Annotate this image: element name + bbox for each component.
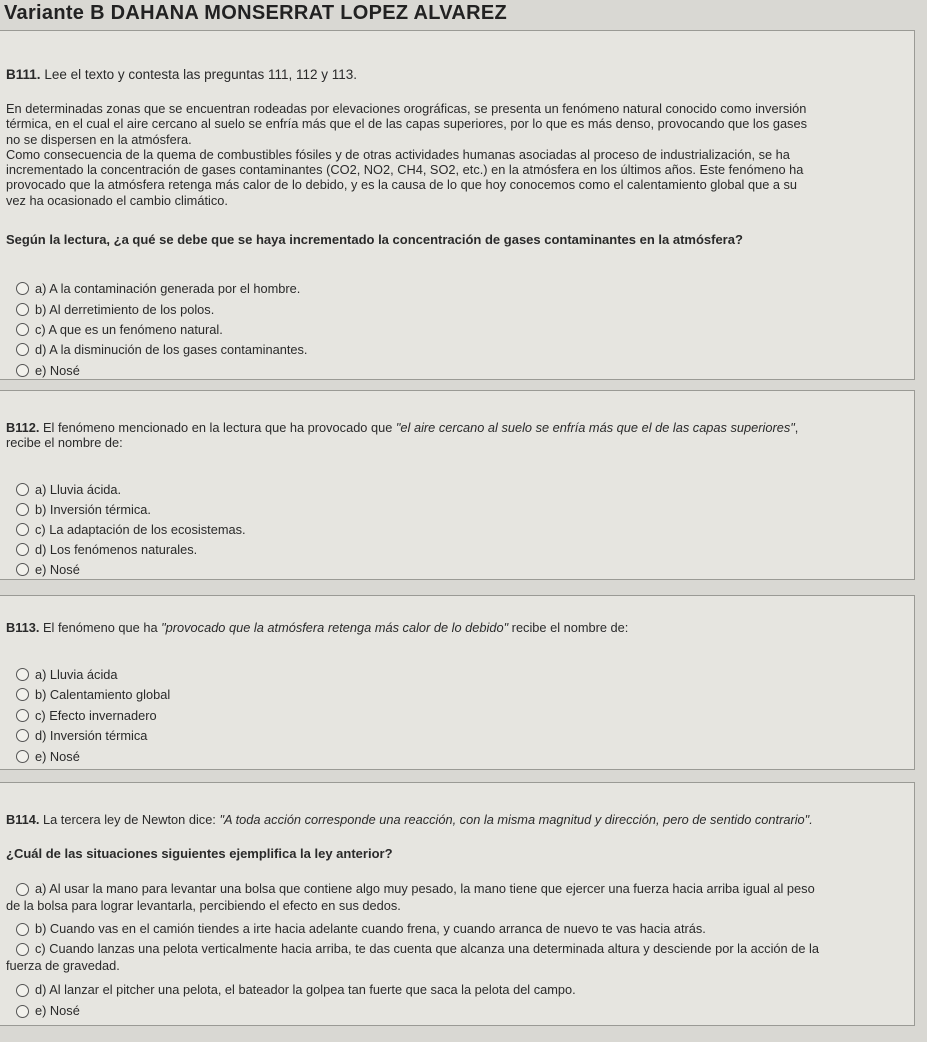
- option-label: e) Nosé: [35, 1003, 80, 1018]
- option-label: c) Cuando lanzas una pelota verticalmente hacia arriba, te das cuenta que alcanza una determinada altura y desciende por la acción de la: [35, 941, 819, 956]
- option-label: d) Al lanzar el pitcher una pelota, el bateador la golpea tan fuerte que saca la pelota del campo.: [35, 982, 576, 997]
- reading-line: vez ha ocasionado el cambio climático.: [6, 192, 228, 208]
- question-number: B114.: [6, 812, 40, 827]
- option-a[interactable]: [16, 482, 121, 497]
- reading-line: provocado que la atmósfera retenga más calor de lo debido, y es la causa de lo que hoy conocemos como el calentamiento global que a su: [6, 177, 798, 193]
- question-block-b112: [0, 390, 915, 580]
- radio-button[interactable]: [16, 729, 29, 742]
- reading-line: Como consecuencia de la quema de combustibles fósiles y de otras actividades humanas asociadas al proceso de industrialización, se ha: [6, 146, 790, 162]
- option-label: b) Inversión térmica.: [35, 502, 151, 517]
- option-b[interactable]: [16, 687, 170, 702]
- radio-button[interactable]: [16, 943, 29, 956]
- option-e[interactable]: [16, 562, 80, 577]
- option-e[interactable]: [16, 363, 80, 378]
- radio-button[interactable]: [16, 503, 29, 516]
- radio-button[interactable]: [16, 750, 29, 763]
- radio-button[interactable]: [16, 668, 29, 681]
- question-text-part: El fenómeno mencionado en la lectura que ha provocado que: [43, 420, 396, 435]
- option-label: a) Lluvia ácida: [35, 667, 118, 682]
- option-label-continued: de la bolsa para lograr levantarla, percibiendo el efecto en sus dedos.: [6, 897, 401, 913]
- radio-button[interactable]: [16, 923, 29, 936]
- question-text-part: recibe el nombre de:: [508, 620, 629, 635]
- question-text-part: La tercera ley de Newton dice:: [43, 812, 220, 827]
- reading-line: En determinadas zonas que se encuentran rodeadas por elevaciones orográficas, se presenta un fenómeno natural conocido como inversión: [6, 101, 807, 116]
- question-prompt: ¿Cuál de las situaciones siguientes ejemplifica la ley anterior?: [6, 846, 393, 861]
- radio-button[interactable]: [16, 364, 29, 377]
- question-text: [6, 812, 886, 827]
- option-e[interactable]: [16, 1003, 916, 1020]
- option-label: d) Inversión térmica: [35, 728, 148, 743]
- question-text-line: recibe el nombre de:: [6, 435, 123, 451]
- option-d[interactable]: [16, 342, 307, 357]
- option-a[interactable]: [16, 667, 118, 682]
- question-block-b114: [0, 782, 915, 1026]
- radio-button[interactable]: [16, 563, 29, 576]
- option-e[interactable]: [16, 749, 80, 764]
- question-text-part: El fenómeno que ha: [43, 620, 162, 635]
- option-d[interactable]: [16, 542, 197, 557]
- option-b[interactable]: [16, 502, 151, 517]
- option-label: b) Cuando vas en el camión tiendes a irte hacia adelante cuando frena, y cuando arranca de nuevo te vas hacia atrás.: [35, 921, 706, 936]
- radio-button[interactable]: [16, 303, 29, 316]
- option-label: a) Lluvia ácida.: [35, 482, 122, 497]
- radio-button[interactable]: [16, 343, 29, 356]
- radio-button[interactable]: [16, 709, 29, 722]
- reading-text: [6, 101, 886, 208]
- question-instruction: [6, 67, 357, 82]
- question-text-part: ,: [794, 420, 799, 435]
- option-label: e) Nosé: [35, 562, 80, 577]
- quote-text: "el aire cercano al suelo se enfría más que el de las capas superiores": [395, 420, 795, 435]
- reading-line: térmica, en el cual el aire cercano al suelo se enfría más que el de las capas superiores, por lo que es más denso, provocando que los gases: [6, 116, 807, 132]
- option-b[interactable]: [16, 921, 916, 938]
- option-d[interactable]: [16, 728, 147, 743]
- option-label: d) A la disminución de los gases contaminantes.: [35, 342, 308, 357]
- radio-button[interactable]: [16, 883, 29, 896]
- question-text: [6, 620, 886, 635]
- option-label: c) A que es un fenómeno natural.: [35, 322, 223, 337]
- option-label: b) Calentamiento global: [35, 687, 171, 702]
- option-label: a) A la contaminación generada por el hombre.: [35, 281, 301, 296]
- question-block-b111: [0, 30, 915, 380]
- option-label-continued: fuerza de gravedad.: [6, 957, 120, 973]
- question-number: B111.: [6, 67, 41, 82]
- option-c[interactable]: [6, 941, 916, 974]
- radio-button[interactable]: [16, 688, 29, 701]
- option-label: c) La adaptación de los ecosistemas.: [35, 522, 246, 537]
- radio-button[interactable]: [16, 984, 29, 997]
- option-label: e) Nosé: [35, 363, 80, 378]
- radio-button[interactable]: [16, 323, 29, 336]
- quote-text: "provocado que la atmósfera retenga más calor de lo debido": [161, 620, 509, 635]
- radio-button[interactable]: [16, 543, 29, 556]
- option-label: a) Al usar la mano para levantar una bolsa que contiene algo muy pesado, la mano tiene que ejercer una fuerza hacia arriba igual al peso: [35, 881, 815, 896]
- option-label: b) Al derretimiento de los polos.: [35, 302, 215, 317]
- option-c[interactable]: [16, 322, 223, 337]
- instruction-text: Lee el texto y contesta las preguntas 111, 112 y 113.: [44, 67, 358, 82]
- quote-text: "A toda acción corresponde una reacción, con la misma magnitud y dirección, pero de sentido contrario".: [219, 812, 813, 827]
- option-a[interactable]: [6, 881, 916, 914]
- reading-line: no se dispersen en la atmósfera.: [6, 131, 192, 147]
- option-c[interactable]: [16, 522, 246, 537]
- radio-button[interactable]: [16, 282, 29, 295]
- radio-button[interactable]: [16, 523, 29, 536]
- option-c[interactable]: [16, 708, 157, 723]
- option-d[interactable]: [16, 982, 916, 999]
- question-block-b113: [0, 595, 915, 770]
- radio-button[interactable]: [16, 483, 29, 496]
- option-b[interactable]: [16, 302, 214, 317]
- question-text: [6, 420, 886, 451]
- option-label: c) Efecto invernadero: [35, 708, 157, 723]
- option-label: d) Los fenómenos naturales.: [35, 542, 198, 557]
- option-label: e) Nosé: [35, 749, 80, 764]
- question-number: B113.: [6, 620, 40, 635]
- reading-line: incrementado la concentración de gases contaminantes (CO2, NO2, CH4, SO2, etc.) en la atmósfera en los últimos años. Este fenómeno ha: [6, 162, 804, 178]
- page-title: Variante B DAHANA MONSERRAT LOPEZ ALVAREZ: [4, 2, 508, 24]
- question-text: Según la lectura, ¿a qué se debe que se haya incrementado la concentración de gases contaminantes en la atmósfera?: [6, 232, 743, 247]
- option-a[interactable]: [16, 281, 300, 296]
- question-number: B112.: [6, 420, 40, 435]
- radio-button[interactable]: [16, 1005, 29, 1018]
